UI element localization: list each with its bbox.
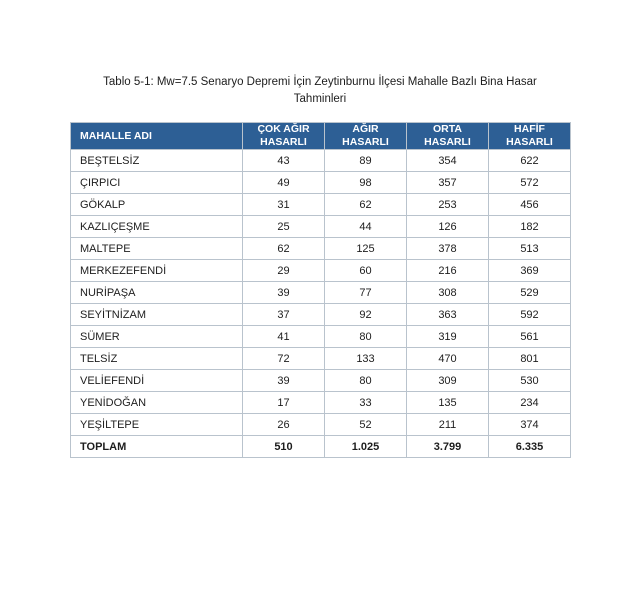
cell-agir: 60 (325, 260, 407, 282)
cell-hafif: 6.335 (489, 436, 571, 458)
cell-cok-agir: 62 (243, 238, 325, 260)
column-header-line2: HASARLI (342, 136, 389, 148)
cell-orta: 470 (407, 348, 489, 370)
cell-cok-agir: 31 (243, 194, 325, 216)
table-header-row (71, 123, 571, 150)
cell-orta: 216 (407, 260, 489, 282)
column-header-hafif-hasarli (489, 123, 571, 150)
cell-hafif: 513 (489, 238, 571, 260)
cell-mahalle-adi: KAZLIÇEŞME (71, 216, 243, 238)
table-row (71, 150, 571, 172)
cell-hafif: 529 (489, 282, 571, 304)
column-header-line2: HASARLI (506, 136, 553, 148)
column-header-line1: ÇOK AĞIR (257, 123, 310, 135)
table-row (71, 392, 571, 414)
cell-hafif: 622 (489, 150, 571, 172)
cell-hafif: 572 (489, 172, 571, 194)
cell-cok-agir: 29 (243, 260, 325, 282)
cell-orta: 211 (407, 414, 489, 436)
table-total-row (71, 436, 571, 458)
cell-hafif: 801 (489, 348, 571, 370)
cell-orta: 135 (407, 392, 489, 414)
cell-cok-agir: 510 (243, 436, 325, 458)
column-header-line2: HASARLI (424, 136, 471, 148)
cell-orta: 3.799 (407, 436, 489, 458)
table-row (71, 326, 571, 348)
table-row (71, 216, 571, 238)
table-row (71, 194, 571, 216)
cell-agir: 44 (325, 216, 407, 238)
cell-hafif: 561 (489, 326, 571, 348)
cell-cok-agir: 39 (243, 370, 325, 392)
cell-hafif: 456 (489, 194, 571, 216)
column-header-mahalle-adi (71, 123, 243, 150)
column-header-line1: ORTA (433, 123, 462, 135)
cell-cok-agir: 37 (243, 304, 325, 326)
cell-orta: 308 (407, 282, 489, 304)
cell-orta: 253 (407, 194, 489, 216)
cell-mahalle-adi: NURİPAŞA (71, 282, 243, 304)
table-body (71, 150, 571, 458)
table-header (71, 123, 571, 150)
cell-mahalle-adi: BEŞTELSİZ (71, 150, 243, 172)
cell-cok-agir: 41 (243, 326, 325, 348)
cell-hafif: 592 (489, 304, 571, 326)
cell-agir: 125 (325, 238, 407, 260)
cell-mahalle-adi: TOPLAM (71, 436, 243, 458)
table-row (71, 370, 571, 392)
cell-hafif: 182 (489, 216, 571, 238)
column-header-line1: MAHALLE ADI (80, 129, 152, 142)
cell-agir: 77 (325, 282, 407, 304)
cell-agir: 133 (325, 348, 407, 370)
cell-mahalle-adi: ÇIRPICI (71, 172, 243, 194)
cell-orta: 319 (407, 326, 489, 348)
table-row (71, 348, 571, 370)
column-header-orta-hasarli (407, 123, 489, 150)
cell-cok-agir: 17 (243, 392, 325, 414)
cell-hafif: 234 (489, 392, 571, 414)
cell-agir: 62 (325, 194, 407, 216)
table-row (71, 282, 571, 304)
column-header-line2: HASARLI (260, 136, 307, 148)
cell-orta: 354 (407, 150, 489, 172)
cell-orta: 363 (407, 304, 489, 326)
cell-cok-agir: 49 (243, 172, 325, 194)
cell-mahalle-adi: YEŞİLTEPE (71, 414, 243, 436)
column-header-cok-agir-hasarli (243, 123, 325, 150)
table-row (71, 304, 571, 326)
cell-mahalle-adi: MALTEPE (71, 238, 243, 260)
cell-mahalle-adi: SEYİTNİZAM (71, 304, 243, 326)
table-row (71, 238, 571, 260)
cell-mahalle-adi: SÜMER (71, 326, 243, 348)
cell-agir: 33 (325, 392, 407, 414)
cell-agir: 80 (325, 370, 407, 392)
cell-agir: 80 (325, 326, 407, 348)
cell-orta: 357 (407, 172, 489, 194)
cell-cok-agir: 25 (243, 216, 325, 238)
cell-hafif: 530 (489, 370, 571, 392)
column-header-agir-hasarli (325, 123, 407, 150)
cell-agir: 98 (325, 172, 407, 194)
table-caption: Tablo 5-1: Mw=7.5 Senaryo Depremi İçin Zeytinburnu İlçesi Mahalle Bazlı Bina Hasar Tahminleri (103, 76, 537, 105)
cell-orta: 126 (407, 216, 489, 238)
cell-mahalle-adi: VELİEFENDİ (71, 370, 243, 392)
cell-mahalle-adi: YENİDOĞAN (71, 392, 243, 414)
table-row (71, 414, 571, 436)
table-row (71, 260, 571, 282)
cell-mahalle-adi: MERKEZEFENDİ (71, 260, 243, 282)
cell-orta: 378 (407, 238, 489, 260)
cell-cok-agir: 26 (243, 414, 325, 436)
cell-agir: 1.025 (325, 436, 407, 458)
cell-agir: 89 (325, 150, 407, 172)
cell-cok-agir: 39 (243, 282, 325, 304)
cell-agir: 92 (325, 304, 407, 326)
cell-hafif: 369 (489, 260, 571, 282)
cell-orta: 309 (407, 370, 489, 392)
cell-hafif: 374 (489, 414, 571, 436)
table-row (71, 172, 571, 194)
cell-cok-agir: 72 (243, 348, 325, 370)
building-damage-table (70, 122, 571, 458)
column-header-line1: HAFİF (514, 123, 545, 135)
cell-mahalle-adi: GÖKALP (71, 194, 243, 216)
cell-cok-agir: 43 (243, 150, 325, 172)
column-header-line1: AĞIR (352, 123, 379, 135)
cell-agir: 52 (325, 414, 407, 436)
cell-mahalle-adi: TELSİZ (71, 348, 243, 370)
